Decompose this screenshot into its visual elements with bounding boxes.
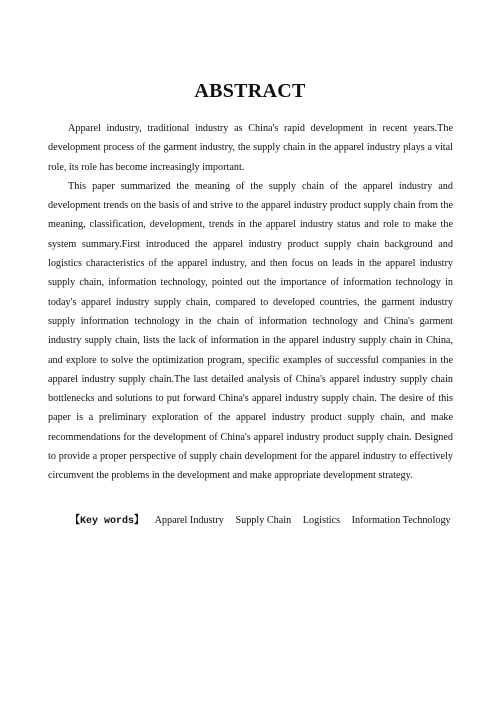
- abstract-body: [48, 119, 453, 486]
- keywords-line: [70, 513, 470, 530]
- keyword-item: Apparel Industry: [154, 515, 224, 526]
- keyword-item: Supply Chain: [235, 515, 292, 526]
- abstract-paragraph-2: This paper summarized the meaning of the supply chain of the apparel industry and development trends on the basis of and strive to the apparel industry product supply chain from the meaning, classification, development, trends in the apparel industry status and role to make the system summary.First introduced the apparel industry product supply chain background and logistics characteristics of the apparel industry, and then focus on leads in the apparel industry supply chain, information technology, pointed out the importance of information technology in today's apparel industry supply chain, compared to developed countries, the garment industry supply information technology in the chain of information technology and China's garment industry supply chain, lists the lack of information in the apparel industry supply chain in China, and explore to solve the optimization program, specific examples of successful companies in the apparel industry supply chain.The last detailed analysis of China's apparel industry supply chain bottlenecks and solutions to put forward China's apparel industry supply chain. The desire of this paper is a preliminary exploration of the apparel industry product supply chain, and make recommendations for the development of China's apparel industry product supply chain. Designed to provide a proper perspective of supply chain development for the apparel industry to effectively circumvent the problems in the development and make appropriate development strategy.: [48, 180, 453, 482]
- keyword-item: Information Technology: [351, 515, 451, 526]
- abstract-paragraph-1: Apparel industry, traditional industry as China's rapid development in recent years.The development process of the garment industry, the supply chain in the apparel industry plays a vital role, its role has become increasingly important.: [48, 123, 453, 173]
- abstract-title: ABSTRACT: [194, 80, 306, 102]
- keyword-item: Logistics: [302, 515, 341, 526]
- keywords-label: 【Key words】: [70, 516, 145, 527]
